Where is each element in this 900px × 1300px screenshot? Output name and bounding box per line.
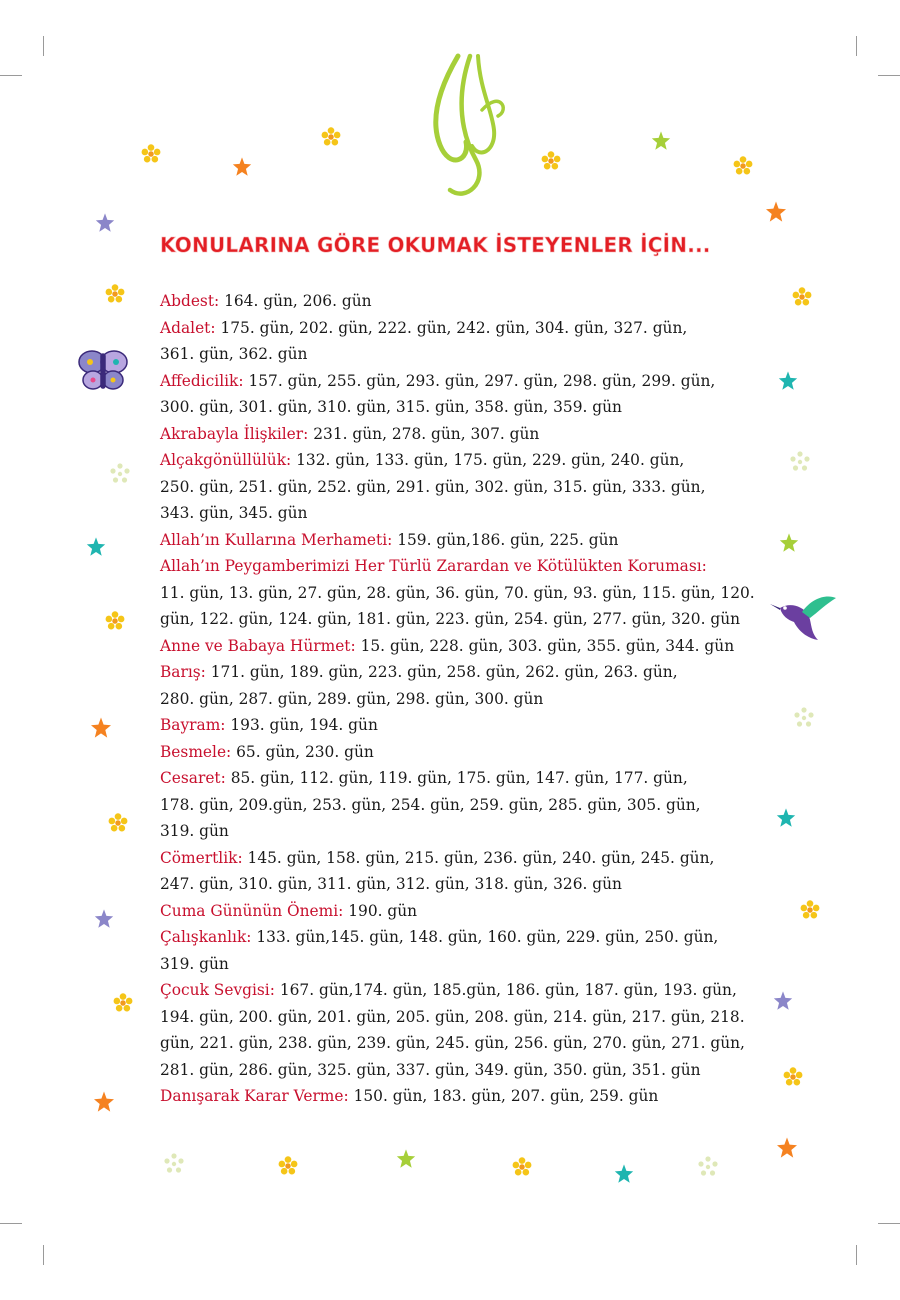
day-references: 319. gün xyxy=(160,822,229,840)
day-references: 132. gün, 133. gün, 175. gün, 229. gün, 240. gün, xyxy=(291,451,685,469)
index-entry xyxy=(160,898,750,925)
crop-mark xyxy=(878,75,900,76)
entry-line xyxy=(160,368,750,395)
entry-line xyxy=(160,1030,750,1057)
index-entry xyxy=(160,288,750,315)
star-icon xyxy=(395,1148,417,1170)
entry-line xyxy=(160,606,750,633)
flower-icon xyxy=(140,143,162,165)
index-entry xyxy=(160,553,755,633)
entry-line xyxy=(160,898,750,925)
index-entry xyxy=(160,845,750,898)
flower-icon xyxy=(320,126,342,148)
entry-line xyxy=(160,394,750,421)
entry-line xyxy=(160,500,750,527)
star-icon xyxy=(777,370,799,392)
entry-line xyxy=(160,977,750,1004)
day-references: 319. gün xyxy=(160,954,229,973)
index-entry xyxy=(160,712,750,739)
day-references: 11. gün, 13. gün, 27. gün, 28. gün, 36. gün, 70. gün, 93. gün, 115. gün, 120. xyxy=(160,583,755,602)
day-references: 361. gün, 362. gün xyxy=(160,345,308,363)
day-references: 133. gün,145. gün, 148. gün, 160. gün, 229. gün, 250. gün, xyxy=(251,928,719,946)
day-references: 193. gün, 194. gün xyxy=(225,716,378,734)
day-references: 150. gün, 183. gün, 207. gün, 259. gün xyxy=(348,1087,659,1105)
flower-icon xyxy=(104,610,126,632)
crop-mark xyxy=(878,1223,900,1224)
star-icon xyxy=(650,130,672,152)
flower-icon xyxy=(104,283,126,305)
entry-line xyxy=(160,792,750,819)
entry-line xyxy=(160,659,750,686)
star-icon xyxy=(89,716,113,740)
topic-label: Anne ve Babaya Hürmet: xyxy=(160,636,356,655)
flower-icon xyxy=(107,812,129,834)
index-entry xyxy=(160,315,750,368)
day-references: 15. gün, 228. gün, 303. gün, 355. gün, 344. gün xyxy=(355,636,735,655)
star-icon xyxy=(85,536,107,558)
butterfly-icon xyxy=(76,346,130,394)
index-entry xyxy=(160,421,750,448)
day-references: gün, 221. gün, 238. gün, 239. gün, 245. gün, 256. gün, 270. gün, 271. gün, xyxy=(160,1034,745,1052)
day-references: 85. gün, 112. gün, 119. gün, 175. gün, 147. gün, 177. gün, xyxy=(225,769,688,787)
day-references: 167. gün,174. gün, 185.gün, 186. gün, 187. gün, 193. gün, xyxy=(274,981,737,999)
entry-line xyxy=(160,633,750,660)
day-references: 250. gün, 251. gün, 252. gün, 291. gün, 302. gün, 315. gün, 333. gün, xyxy=(160,477,706,496)
entry-line xyxy=(160,712,750,739)
dot-flower-icon xyxy=(108,462,132,486)
index-entry xyxy=(160,977,750,1083)
day-references: 178. gün, 209.gün, 253. gün, 254. gün, 259. gün, 285. gün, 305. gün, xyxy=(160,795,701,814)
day-references: 145. gün, 158. gün, 215. gün, 236. gün, 240. gün, 245. gün, xyxy=(242,848,715,867)
entry-line xyxy=(160,1083,750,1110)
entry-line xyxy=(160,924,750,951)
entry-line xyxy=(160,818,750,845)
entry-line xyxy=(160,527,750,554)
flower-icon xyxy=(540,150,562,172)
topic-label: Çocuk Sevgisi: xyxy=(160,981,275,999)
topic-label: Alçakgönüllülük: xyxy=(160,451,292,469)
entry-line xyxy=(160,845,750,872)
day-references: 164. gün, 206. gün xyxy=(219,292,372,310)
crop-mark xyxy=(43,36,44,56)
day-references: 194. gün, 200. gün, 201. gün, 205. gün, 208. gün, 214. gün, 217. gün, 218. xyxy=(160,1007,745,1026)
dot-flower-icon xyxy=(792,706,816,730)
topic-label: Cuma Gününün Önemi: xyxy=(160,901,344,920)
flower-icon xyxy=(791,286,813,308)
crop-mark xyxy=(43,1245,44,1265)
day-references: 281. gün, 286. gün, 325. gün, 337. gün, 349. gün, 350. gün, 351. gün xyxy=(160,1060,701,1079)
entry-line xyxy=(160,1057,750,1084)
flower-icon xyxy=(112,992,134,1014)
flower-icon xyxy=(799,899,821,921)
entry-line xyxy=(160,341,750,368)
star-icon xyxy=(775,807,797,829)
star-icon xyxy=(764,200,788,224)
index-entry xyxy=(160,924,750,977)
day-references: 190. gün xyxy=(343,901,418,920)
crop-mark xyxy=(856,36,857,56)
star-icon xyxy=(613,1163,635,1185)
topic-index-list xyxy=(160,288,755,1110)
crop-mark xyxy=(856,1245,857,1265)
page-title: KONULARINA GÖRE OKUMAK İSTEYENLER İÇİN... xyxy=(160,233,711,257)
topic-label: Bayram: xyxy=(160,716,226,734)
star-icon xyxy=(772,990,794,1012)
entry-line xyxy=(160,580,755,607)
bird-icon xyxy=(768,592,838,644)
index-entry xyxy=(160,1083,750,1110)
topic-label: Allah’ın Peygamberimizi Her Türlü Zarardan ve Kötülükten Koruması: xyxy=(160,557,707,575)
day-references: 65. gün, 230. gün xyxy=(231,742,374,761)
entry-line xyxy=(160,474,750,501)
topic-label: Cömertlik: xyxy=(160,848,243,867)
index-entry xyxy=(160,659,750,712)
topic-label: Akrabayla İlişkiler: xyxy=(160,424,309,443)
day-references: 171. gün, 189. gün, 223. gün, 258. gün, 262. gün, 263. gün, xyxy=(205,663,678,681)
day-references: 343. gün, 345. gün xyxy=(160,504,308,522)
swirl-ornament xyxy=(410,50,520,205)
day-references: 231. gün, 278. gün, 307. gün xyxy=(308,424,540,443)
crop-mark xyxy=(0,75,22,76)
dot-flower-icon xyxy=(788,450,812,474)
star-icon xyxy=(778,532,800,554)
day-references: 280. gün, 287. gün, 289. gün, 298. gün, 300. gün xyxy=(160,689,544,708)
entry-line xyxy=(160,553,750,580)
entry-line xyxy=(160,421,750,448)
entry-line xyxy=(160,951,750,978)
entry-line xyxy=(160,288,750,315)
flower-icon xyxy=(277,1155,299,1177)
day-references: 300. gün, 301. gün, 310. gün, 315. gün, 358. gün, 359. gün xyxy=(160,398,622,416)
topic-label: Abdest: xyxy=(160,292,220,310)
dot-flower-icon xyxy=(696,1155,720,1179)
star-icon xyxy=(775,1136,799,1160)
topic-label: Affedicilik: xyxy=(160,371,244,390)
topic-label: Cesaret: xyxy=(160,769,226,787)
index-entry xyxy=(160,633,750,660)
star-icon xyxy=(94,212,116,234)
day-references: 157. gün, 255. gün, 293. gün, 297. gün, 298. gün, 299. gün, xyxy=(243,371,716,390)
entry-line xyxy=(160,315,750,342)
topic-label: Danışarak Karar Verme: xyxy=(160,1087,349,1105)
star-icon xyxy=(231,156,253,178)
day-references: 175. gün, 202. gün, 222. gün, 242. gün, 304. gün, 327. gün, xyxy=(215,318,688,337)
index-entry xyxy=(160,739,750,766)
entry-line xyxy=(160,447,750,474)
index-entry xyxy=(160,527,750,554)
star-icon xyxy=(93,908,115,930)
index-entry xyxy=(160,368,750,421)
flower-icon xyxy=(782,1066,804,1088)
topic-label: Allah’ın Kullarına Merhameti: xyxy=(160,530,393,549)
flower-icon xyxy=(511,1156,533,1178)
dot-flower-icon xyxy=(162,1152,186,1176)
topic-label: Barış: xyxy=(160,663,206,681)
topic-label: Besmele: xyxy=(160,742,232,761)
entry-line xyxy=(160,739,750,766)
index-entry xyxy=(160,447,750,527)
topic-label: Adalet: xyxy=(160,318,216,337)
entry-line xyxy=(160,765,750,792)
day-references: 247. gün, 310. gün, 311. gün, 312. gün, 318. gün, 326. gün xyxy=(160,875,622,893)
day-references: 159. gün,186. gün, 225. gün xyxy=(392,530,619,549)
crop-mark xyxy=(0,1223,22,1224)
entry-line xyxy=(160,871,750,898)
topic-label: Çalışkanlık: xyxy=(160,928,252,946)
index-entry xyxy=(160,765,750,845)
star-icon xyxy=(92,1090,116,1114)
entry-line xyxy=(160,686,750,713)
flower-icon xyxy=(732,155,754,177)
entry-line xyxy=(160,1004,750,1031)
day-references: gün, 122. gün, 124. gün, 181. gün, 223. gün, 254. gün, 277. gün, 320. gün xyxy=(160,610,741,628)
